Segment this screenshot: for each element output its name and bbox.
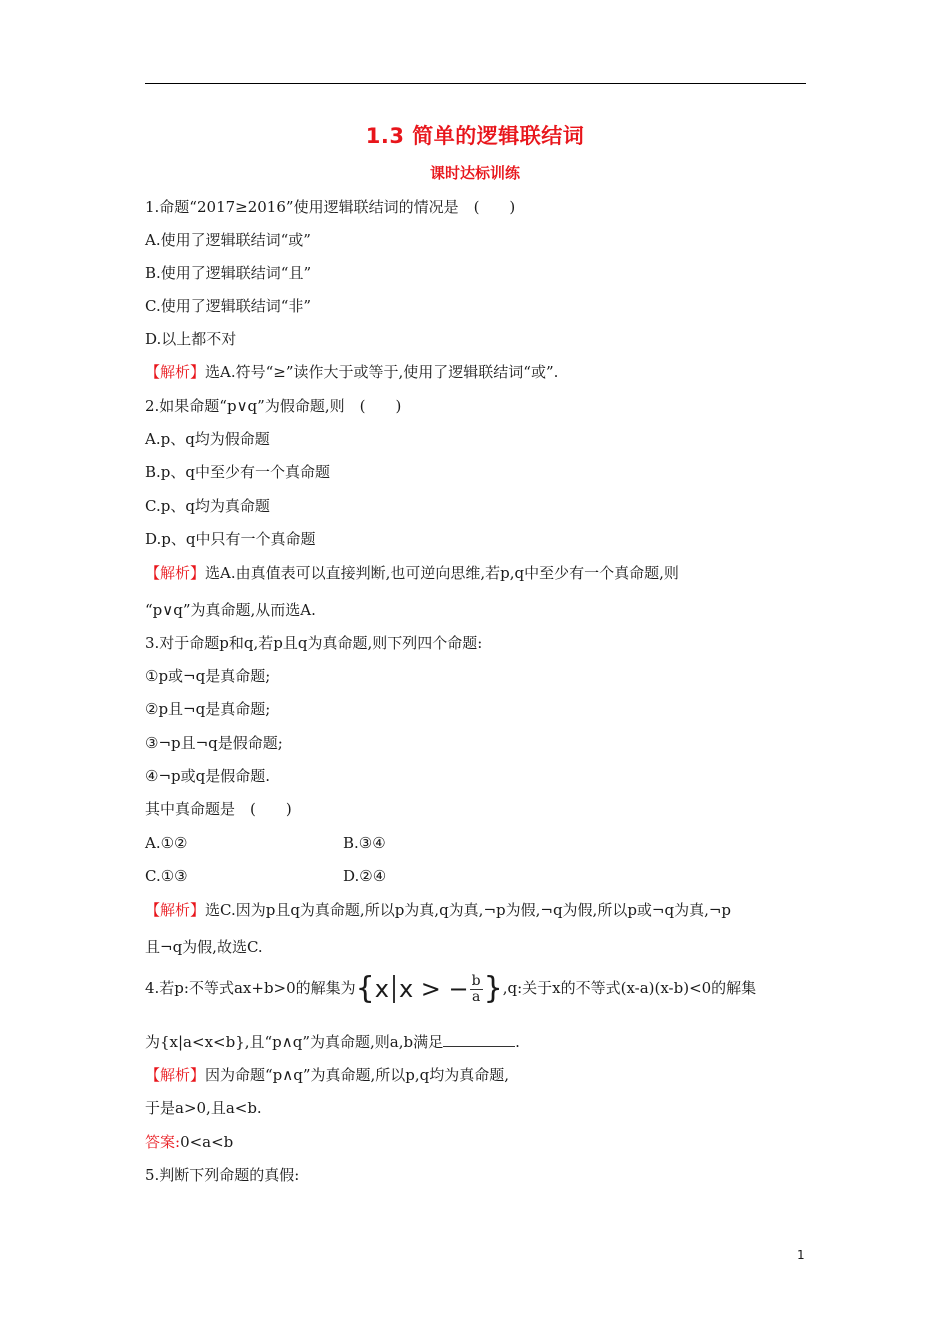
q1-analysis-text: 选A.符号“≥”读作大于或等于,使用了逻辑联结词“或”. [205,363,559,381]
q4-answer [145,1132,233,1152]
page-subtitle: 课时达标训练 [429,164,520,182]
fraction-denominator: a [471,988,481,1005]
q2-option-c: C.p、q均为真命题 [145,497,270,515]
q4-stem-post: ,q:关于x的不等式(x-a)(x-b)<0的解集 [502,979,757,997]
answer-blank [443,1032,515,1047]
analysis-tag: 【解析】 [145,564,206,582]
q4-stem [145,966,756,1010]
q4-analysis-cont: 于是a>0,且a<b. [145,1099,262,1117]
q3-statement-4: ④¬p或q是假命题. [145,767,270,785]
q3-analysis-text: 选C.因为p且q为真命题,所以p为真,q为真,¬p为假,¬q为假,所以p或¬q为真,¬p [205,901,732,919]
q2-stem: 2.如果命题“p∨q”为假命题,则 ( ) [145,397,402,415]
q1-option-c: C.使用了逻辑联结词“非” [145,297,312,315]
fraction-numerator: b [471,972,481,989]
q3-statement-2: ②p且¬q是真命题; [145,700,271,718]
q1-option-b: B.使用了逻辑联结词“且” [145,264,312,282]
right-brace: } [483,971,503,1006]
analysis-tag: 【解析】 [145,363,206,381]
set-bar [393,975,395,1003]
q3-analysis-cont: 且¬q为假,故选C. [145,938,263,956]
q2-option-d: D.p、q中只有一个真命题 [145,530,316,548]
q4-stem-line2 [145,1032,520,1052]
fraction-b-over-a [470,974,483,1005]
q2-option-a: A.p、q均为假命题 [145,430,270,448]
set-variable: x [374,975,389,1003]
q1-analysis [145,362,558,382]
left-brace: { [355,971,375,1006]
q3-option-a: A.①② [145,834,188,852]
analysis-tag: 【解析】 [145,901,206,919]
page-number: 1 [797,1248,805,1262]
q2-analysis [145,563,679,583]
q3-statement-3: ③¬p且¬q是假命题; [145,734,283,752]
answer-tag: 答案: [145,1133,181,1151]
q3-option-d: D.②④ [343,867,387,885]
q3-option-c: C.①③ [145,867,188,885]
q4-analysis-text: 因为命题“p∧q”为真命题,所以p,q均为真命题, [205,1066,510,1084]
q3-option-b: B.③④ [343,834,386,852]
q3-ask: 其中真命题是 ( ) [145,800,292,818]
q2-option-b: B.p、q中至少有一个真命题 [145,463,330,481]
analysis-tag: 【解析】 [145,1066,206,1084]
q2-analysis-cont: “p∨q”为真命题,从而选A. [145,601,316,619]
q1-stem: 1.命题“2017≥2016”使用逻辑联结词的情况是 ( ) [145,198,516,216]
set-condition: x > − [398,975,469,1003]
page-title: 1.3 简单的逻辑联结词 [365,124,585,148]
header-rule [145,83,806,84]
q4-line2-pre: 为{x|a<x<b},且“p∧q”为真命题,则a,b满足 [145,1033,444,1051]
q3-stem: 3.对于命题p和q,若p且q为真命题,则下列四个命题: [145,634,483,652]
q1-option-d: D.以上都不对 [145,330,237,348]
q4-answer-value: 0<a<b [180,1133,234,1151]
q4-line2-post: . [515,1033,520,1051]
q5-stem: 5.判断下列命题的真假: [145,1166,300,1184]
q1-option-a: A.使用了逻辑联结词“或” [145,231,311,249]
q3-analysis [145,900,731,920]
q4-stem-pre: 4.若p:不等式ax+b>0的解集为 [145,979,356,997]
q3-statement-1: ①p或¬q是真命题; [145,667,271,685]
q2-analysis-text: 选A.由真值表可以直接判断,也可逆向思维,若p,q中至少有一个真命题,则 [205,564,679,582]
q4-analysis [145,1065,509,1085]
